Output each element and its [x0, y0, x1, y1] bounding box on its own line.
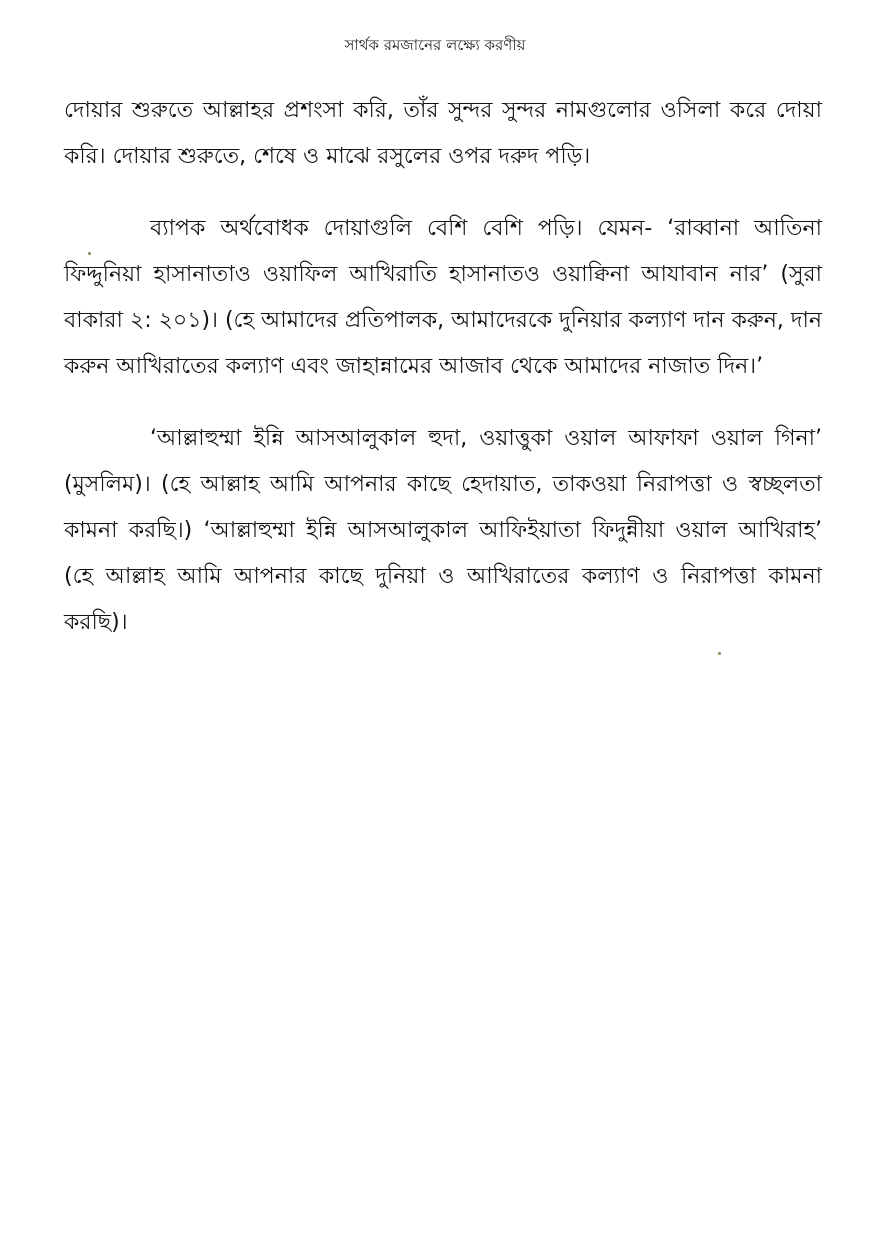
paragraph-guidance-dua: ‘আল্লাহুম্মা ইন্নি আসআলুকাল হুদা, ওয়াত্তুকা ওয়াল আফাফা ওয়াল গিনা’ (মুসলিম)। (হে আল্লাহ আমি আপনার কাছে হেদায়াত, তাকওয়া নিরাপত্তা ও স্বচ্ছলতা কামনা করছি।) ‘আল্লাহুম্মা ইন্নি আসআলুকাল আফিইয়াতা ফিদুন্নীয়া ওয়াল আখিরাহ’ (হে আল্লাহ আমি আপনার কাছে দুনিয়া ও আখিরাতের কল্যাণ ও নিরাপত্তা কামনা করছি)। — [64, 426, 822, 635]
scan-speck — [88, 252, 91, 255]
paragraph-dua-etiquette: দোয়ার শুরুতে আল্লাহর প্রশংসা করি, তাঁর সুন্দর সুন্দর নামগুলোর ওসিলা করে দোয়া করি। দোয়ার শুরুতে, শেষে ও মাঝে রসুলের ওপর দরুদ পড়ি। — [64, 98, 822, 169]
paragraph-comprehensive-duas: ব্যাপক অর্থবোধক দোয়াগুলি বেশি বেশি পড়ি। যেমন- ‘রাব্বানা আতিনা ফিদ্দুনিয়া হাসানাতাও ওয়াফিল আখিরাতি হাসানাতও ওয়াক্বিনা আযাবান নার’ (সুরা বাকারা ২: ২০১)। (হে আমাদের প্রতিপালক, আমাদেরকে দুনিয়ার কল্যাণ দান করুন, দান করুন আখিরাতের কল্যাণ এবং জাহান্নামের আজাব থেকে আমাদের নাজাত দিন।’ — [64, 216, 822, 379]
scan-speck — [718, 652, 721, 655]
running-header-title: সার্থক রমজানের লক্ষ্যে করণীয় — [344, 36, 526, 54]
body-text — [64, 88, 822, 672]
